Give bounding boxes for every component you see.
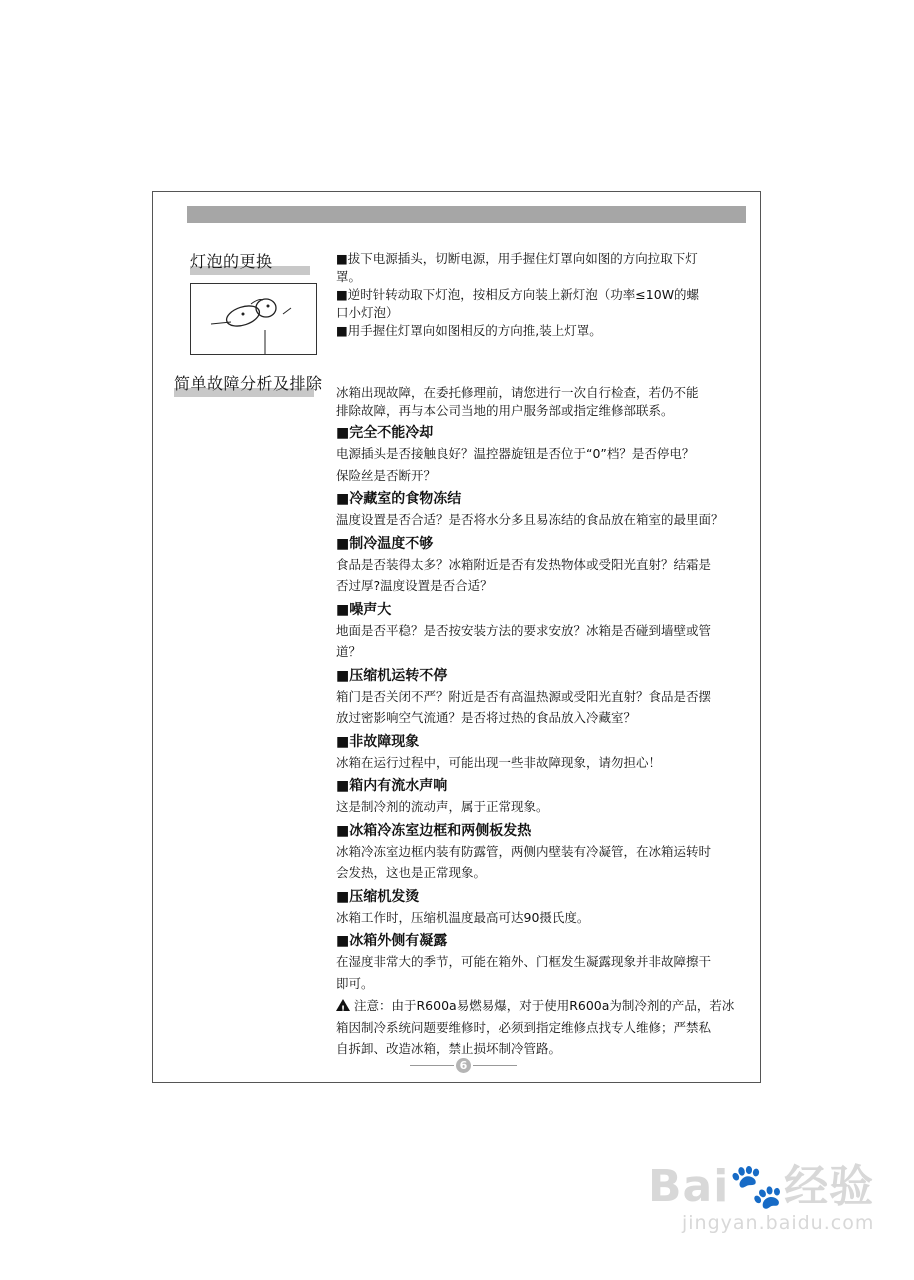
footer-rule-right <box>473 1065 517 1066</box>
section-title-text: 简单故障分析及排除 <box>174 374 323 393</box>
section-title-bulb-replacement <box>190 249 310 272</box>
fault-item <box>336 600 762 663</box>
fault-text: 即可。 <box>336 975 374 991</box>
fault-item <box>336 666 762 729</box>
fault-text: 温度设置是否合适？是否将水分多且易冻结的食品放在箱室的最里面？ <box>336 512 724 527</box>
watermark-main-right: 经验 <box>784 1161 875 1212</box>
troubleshooting-content <box>336 384 762 1060</box>
fault-item <box>336 821 762 884</box>
fault-text: 放过密影响空气流通？是否将过热的食品放入冷藏室？ <box>336 710 637 725</box>
fault-heading: ■压缩机发烫 <box>336 888 420 905</box>
fault-item <box>336 887 762 929</box>
fault-item <box>336 423 762 486</box>
fault-heading: ■压缩机运转不停 <box>336 667 448 684</box>
fault-heading: ■冷藏室的食物冻结 <box>336 491 462 507</box>
fault-heading: ■完全不能冷却 <box>336 425 434 441</box>
fault-heading: ■非故障现象 <box>336 733 420 750</box>
fault-text: 在湿度非常大的季节，可能在箱外、门框发生凝露现象并非故障擦干 <box>336 954 712 969</box>
fault-text: 冰箱在运行过程中，可能出现一些非故障现象，请勿担心！ <box>336 754 662 770</box>
fault-text: 冰箱工作时，压缩机温度最高可达90摄氏度。 <box>336 909 590 925</box>
warning-text: 注意：由于R600a易燃易爆，对于使用R600a为制冷剂的产品，若冰 <box>354 998 735 1013</box>
intro-line: 冰箱出现故障，在委托修理前，请您进行一次自行检查，若仍不能 <box>336 385 699 400</box>
fault-item <box>336 776 762 818</box>
warning-icon <box>336 999 350 1011</box>
header-bar <box>187 206 746 223</box>
watermark-url: jingyan.baidu.com <box>682 1212 875 1234</box>
bulb-instructions <box>336 250 762 340</box>
instruction-line: 口小灯泡） <box>336 305 399 320</box>
section-title-troubleshooting <box>174 371 323 394</box>
fault-heading: ■噪声大 <box>336 601 392 618</box>
fault-item <box>336 489 762 531</box>
fault-item <box>336 534 762 597</box>
page-number: 6 <box>456 1058 471 1073</box>
intro-line: 排除故障，再与本公司当地的用户服务部或指定维修部联系。 <box>336 403 674 418</box>
fault-heading: ■制冷温度不够 <box>336 535 434 552</box>
fault-text: 保险丝是否断开？ <box>336 467 437 483</box>
fault-text: 食品是否装得太多？冰箱附近是否有发热物体或受阳光直射？结霜是 <box>336 556 712 572</box>
warning-line-1 <box>336 996 762 1017</box>
instruction-line: ■逆时针转动取下灯泡，按相反方向装上新灯泡（功率≤10W的螺 <box>336 287 700 302</box>
watermark-main-left: Bai <box>648 1161 730 1212</box>
section-title-text: 灯泡的更换 <box>190 252 273 271</box>
paw-icon: 🐾 <box>729 1161 785 1212</box>
bulb-drawing <box>191 284 316 354</box>
fault-heading: ■冰箱冷冻室边框和两侧板发热 <box>336 822 532 839</box>
warning-text: 自拆卸、改造冰箱，禁止损坏制冷管路。 <box>336 1041 562 1056</box>
warning-block <box>336 996 762 1060</box>
fault-heading: ■箱内有流水声响 <box>336 778 448 794</box>
fault-text: 否过厚?温度设置是否合适？ <box>336 578 493 593</box>
fault-item <box>336 931 762 994</box>
fault-text: 冰箱冷冻室边框内装有防露管，两侧内壁装有冷凝管，在冰箱运转时 <box>336 843 712 859</box>
baidu-jingyan-watermark <box>648 1150 875 1234</box>
fault-heading: ■冰箱外侧有凝露 <box>336 933 448 949</box>
fault-item <box>336 732 762 774</box>
fault-text: 箱门是否关闭不严？附近是否有高温热源或受阳光直射？食品是否摆 <box>336 688 712 704</box>
fault-text: 这是制冷剂的流动声，属于正常现象。 <box>336 799 549 814</box>
fault-text: 道？ <box>336 644 362 659</box>
instruction-line: ■用手握住灯罩向如图相反的方向推,装上灯罩。 <box>336 323 602 338</box>
fault-text: 会发热，这也是正常现象。 <box>336 865 487 880</box>
footer-rule-left <box>410 1065 454 1066</box>
fault-text: 电源插头是否接触良好？温控器旋钮是否位于“0”档？是否停电？ <box>336 446 695 461</box>
fault-text: 地面是否平稳？是否按安装方法的要求安放？冰箱是否碰到墙壁或管 <box>336 622 712 638</box>
instruction-line: ■拔下电源插头，切断电源，用手握住灯罩向如图的方向拉取下灯 <box>336 251 698 266</box>
bulb-illustration <box>190 283 317 355</box>
instruction-line: 罩。 <box>336 269 362 284</box>
warning-text: 箱因制冷系统问题要维修时，必须到指定维修点找专人维修；严禁私 <box>336 1019 712 1035</box>
